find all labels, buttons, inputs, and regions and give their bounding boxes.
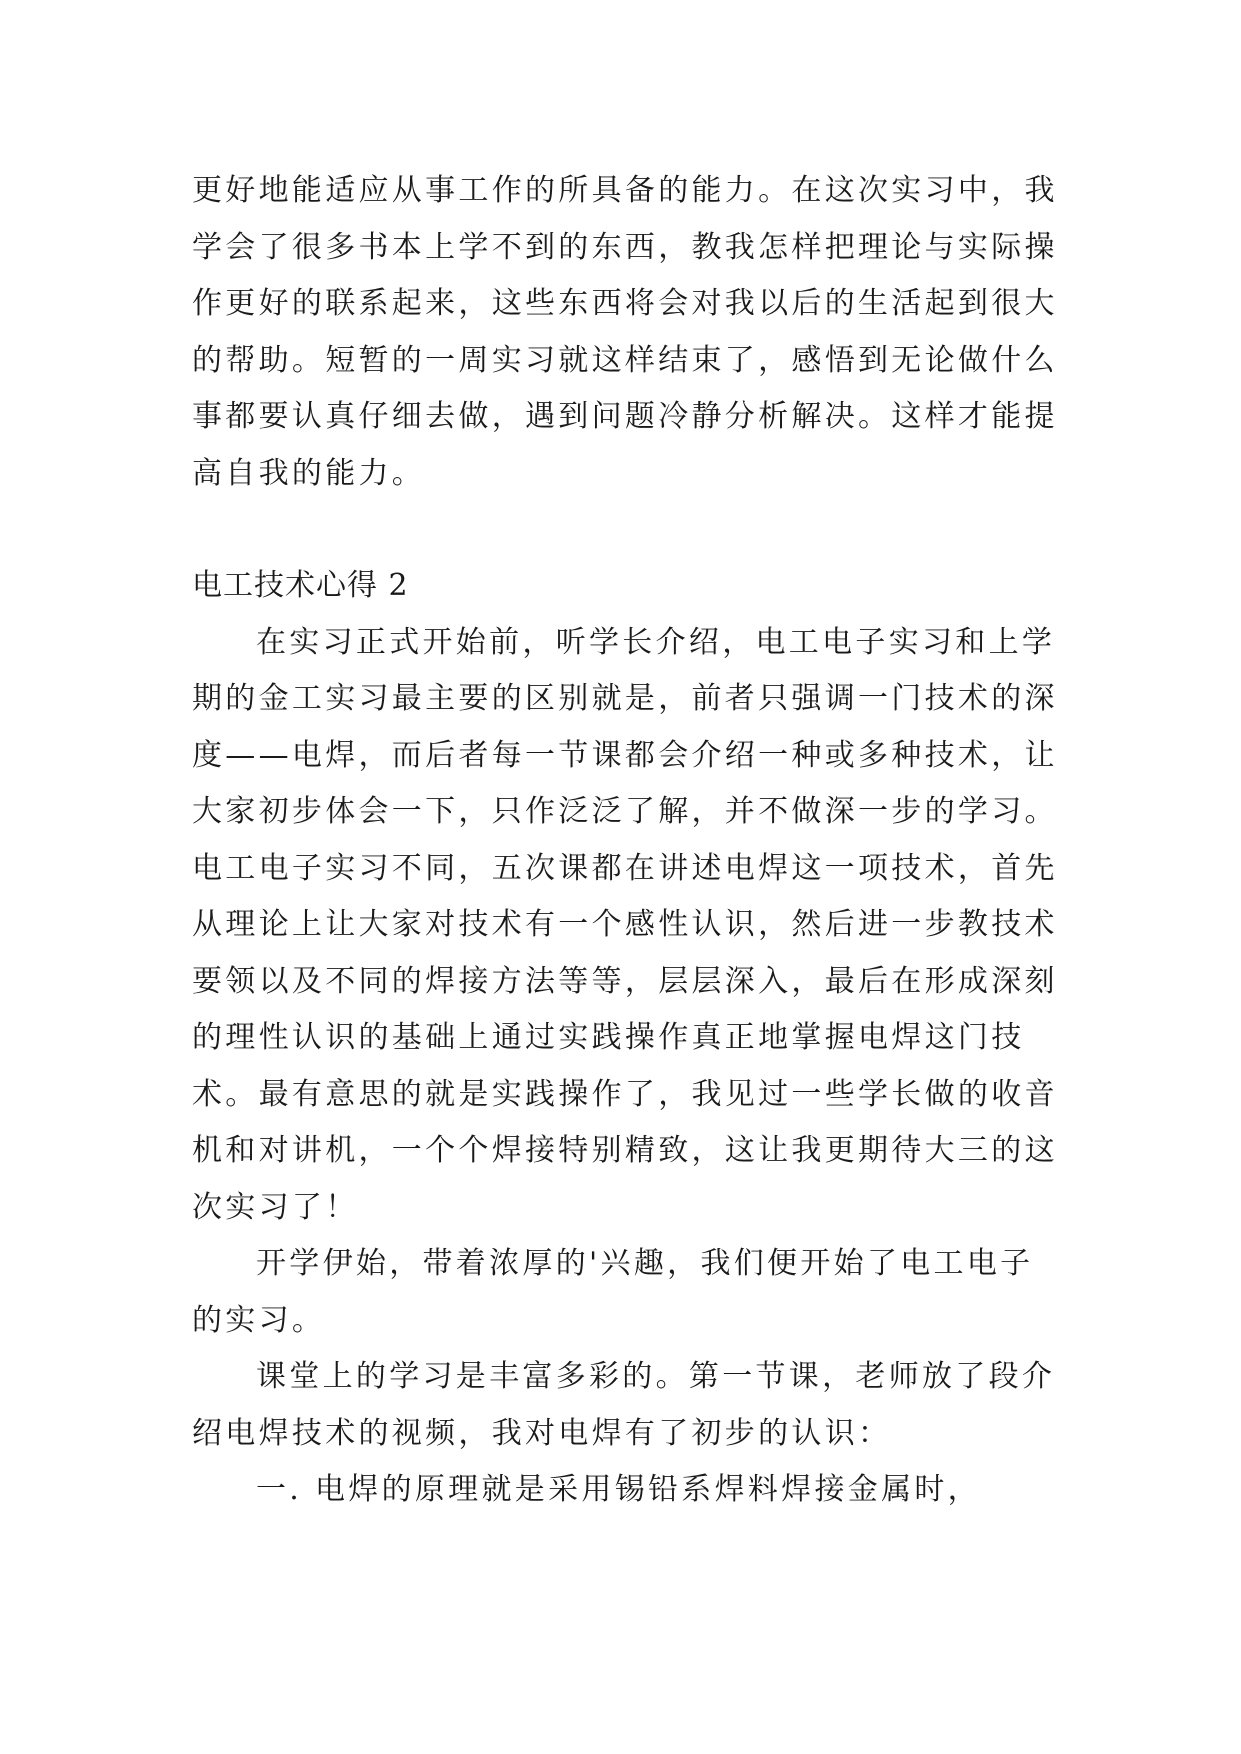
text-line: 次实习了！ <box>192 1189 359 1225</box>
text-line: 在实习正式开始前，听学长介绍，电工电子实习和上学 <box>256 624 1056 660</box>
paragraph-3 <box>192 1349 1056 1462</box>
text-line: 的帮助。短暂的一周实习就这样结束了，感悟到无论做什么 <box>192 342 1058 378</box>
text-line: 机和对讲机，一个个焊接特别精致，这让我更期待大三的这 <box>192 1133 1058 1168</box>
text-line: 一. 电焊的原理就是采用锡铅系焊料焊接金属时， <box>256 1472 981 1507</box>
text-line: 的理性认识的基础上通过实践操作真正地掌握电焊这门技 <box>192 1020 1025 1055</box>
text-line: 度——电焊，而后者每一节课都会介绍一种或多种技术，让 <box>192 737 1058 773</box>
text-line: 期的金工实习最主要的区别就是，前者只强调一门技术的深 <box>192 681 1058 716</box>
intro-paragraph <box>192 163 1058 502</box>
text-line: 事都要认真仔细去做，遇到问题冷静分析解决。这样才能提 <box>192 399 1058 434</box>
text-line: 作更好的联系起来，这些东西将会对我以后的生活起到很大 <box>192 286 1058 321</box>
text-line: 绍电焊技术的视频，我对电焊有了初步的认识： <box>192 1415 892 1451</box>
text-line: 术。最有意思的就是实践操作了，我见过一些学长做的收音 <box>192 1076 1058 1112</box>
paragraph-spacer <box>192 502 1052 558</box>
text-line: 学会了很多书本上学不到的东西，教我怎样把理论与实际操 <box>192 229 1058 265</box>
text-line: 开学伊始，带着浓厚的'兴趣，我们便开始了电工电子 <box>256 1246 1034 1281</box>
text-line: 从理论上让大家对技术有一个感性认识，然后进一步教技术 <box>192 907 1058 942</box>
text-line: 要领以及不同的焊接方法等等，层层深入，最后在形成深刻 <box>192 963 1058 999</box>
text-line: 电工电子实习不同，五次课都在讲述电焊这一项技术，首先 <box>192 850 1058 886</box>
text-line: 课堂上的学习是丰富多彩的。第一节课，老师放了段介 <box>256 1359 1056 1394</box>
text-line: 更好地能适应从事工作的所具备的能力。在这次实习中，我 <box>192 173 1058 208</box>
document-body <box>192 163 1058 1519</box>
text-line: 的实习。 <box>192 1302 326 1338</box>
text-line: 高自我的能力。 <box>192 455 426 491</box>
section-title: 电工技术心得 2 <box>192 568 409 603</box>
paragraph-4 <box>192 1462 1052 1519</box>
text-line: 大家初步体会一下，只作泛泛了解，并不做深一步的学习。 <box>192 794 1058 829</box>
paragraph-2 <box>192 1236 1052 1349</box>
paragraph-1 <box>192 615 1058 1237</box>
